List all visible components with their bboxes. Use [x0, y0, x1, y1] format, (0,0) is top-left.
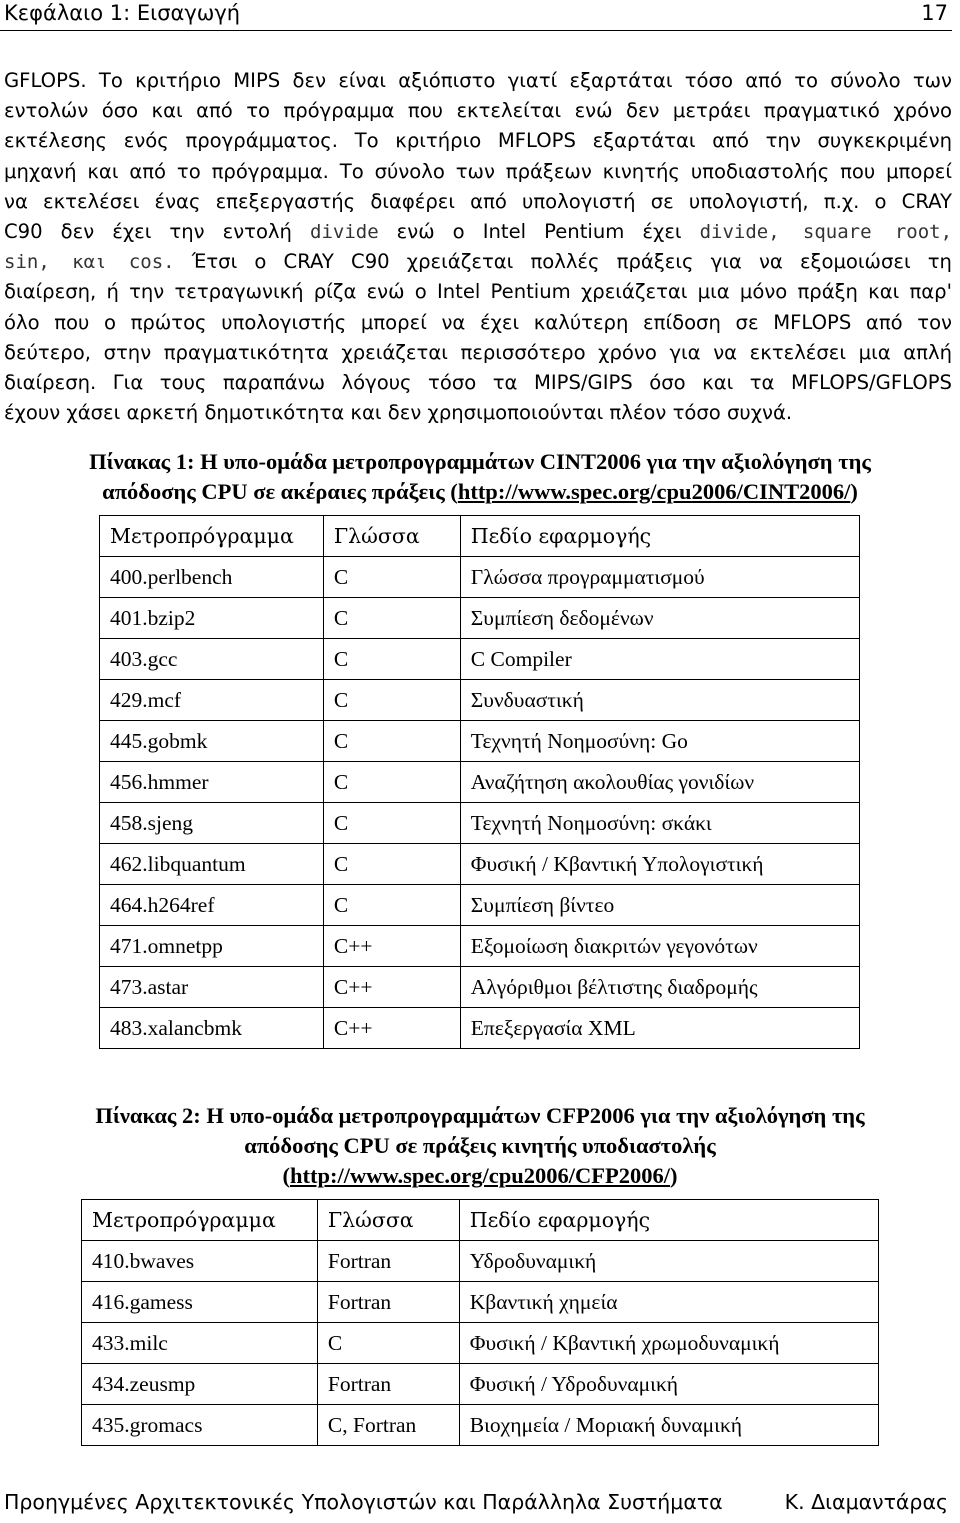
table2-caption-prefix: (	[282, 1163, 290, 1188]
language-cell: C	[317, 1323, 459, 1364]
paragraph-line	[4, 398, 952, 428]
application-field: Συνδυαστική	[460, 680, 859, 721]
page-header	[0, 0, 952, 31]
language-cell: C++	[323, 926, 460, 967]
language-cell: C++	[323, 967, 460, 1008]
benchmark-name: 416.gamess	[82, 1282, 318, 1323]
paragraph-line	[4, 277, 952, 307]
benchmark-name: 462.libquantum	[100, 844, 324, 885]
table2-caption-line3	[0, 1161, 960, 1191]
page-footer	[4, 1490, 952, 1514]
paragraph-text: ενώ ο Intel Pentium έχει	[378, 220, 700, 244]
table1-caption-line1: Πίνακας 1: Η υπο-ομάδα μετροπρογραμμάτων CINT2006 για την αξιολόγηση της	[89, 449, 871, 474]
language-cell: C	[323, 557, 460, 598]
paragraph-line	[4, 126, 952, 156]
language-cell: C++	[323, 1008, 460, 1049]
paragraph-text: έχουν χάσει αρκετή δημοτικότητα και δεν χρησιμοποιούνται πλέον τόσο συχνά.	[4, 401, 793, 425]
paragraph-text: Έτσι ο CRAY C90 χρειάζεται πολλές πράξεις για να εξομοιώσει τη	[174, 250, 952, 274]
table-row	[82, 1323, 879, 1364]
footer-course: Προηγμένες Αρχιτεκτονικές Υπολογιστών και Παράλληλα Συστήματα	[4, 1490, 723, 1514]
benchmark-name: 435.gromacs	[82, 1405, 318, 1446]
paragraph-line	[4, 247, 952, 277]
application-field: Φυσική / Υδροδυναμική	[459, 1364, 878, 1405]
paragraph-line	[4, 66, 952, 96]
body-paragraph	[4, 66, 952, 428]
table2-caption	[0, 1101, 960, 1191]
benchmark-name: 456.hmmer	[100, 762, 324, 803]
benchmark-name: 434.zeusmp	[82, 1364, 318, 1405]
table-row	[100, 557, 860, 598]
paragraph-text: όλο που ο πρώτος υπολογιστής μπορεί να έχει καλύτερη επίδοση σε MFLOPS από τον	[4, 310, 952, 334]
paragraph-text: διαίρεση, ή την τετραγωνική ρίζα ενώ ο Intel Pentium χρειάζεται μια μόνο πράξη και παρ'	[4, 280, 952, 304]
column-header: Γλώσσα	[323, 516, 460, 557]
paragraph-text: C90 δεν έχει την εντολή	[4, 220, 310, 244]
benchmark-name: 401.bzip2	[100, 598, 324, 639]
application-field: Γλώσσα προγραμματισμού	[460, 557, 859, 598]
paragraph-text: να εκτελέσει ένας επεξεργαστής διαφέρει από υπολογιστή σε υπολογιστή, π.χ. ο CRAY	[4, 189, 952, 213]
language-cell: C	[323, 639, 460, 680]
column-header: Πεδίο εφαρμογής	[460, 516, 859, 557]
table2-link[interactable]: http://www.spec.org/cpu2006/CFP2006/	[290, 1163, 670, 1188]
table2-header-row	[82, 1200, 879, 1241]
paragraph-line	[4, 96, 952, 126]
footer-author: Κ. Διαμαντάρας	[784, 1490, 948, 1514]
paragraph-line	[4, 187, 952, 217]
table-row	[100, 598, 860, 639]
application-field: C Compiler	[460, 639, 859, 680]
table2	[81, 1199, 879, 1446]
table2-caption-line1: Πίνακας 2: Η υπο-ομάδα μετροπρογραμμάτων CFP2006 για την αξιολόγηση της	[95, 1103, 865, 1128]
benchmark-name: 458.sjeng	[100, 803, 324, 844]
column-header: Μετροπρόγραμμα	[82, 1200, 318, 1241]
application-field: Συμπίεση δεδομένων	[460, 598, 859, 639]
application-field: Αναζήτηση ακολουθίας γονιδίων	[460, 762, 859, 803]
language-cell: Fortran	[317, 1241, 459, 1282]
code-text: divide	[310, 221, 379, 244]
table1-header-row	[100, 516, 860, 557]
table1	[99, 515, 860, 1049]
table-row	[100, 721, 860, 762]
language-cell: Fortran	[317, 1364, 459, 1405]
language-cell: C	[323, 885, 460, 926]
language-cell: C	[323, 844, 460, 885]
table1-link[interactable]: http://www.spec.org/cpu2006/CINT2006/	[457, 479, 851, 504]
benchmark-name: 400.perlbench	[100, 557, 324, 598]
paragraph-line	[4, 217, 952, 247]
chapter-title: Κεφάλαιο 1: Εισαγωγή	[4, 1, 241, 25]
application-field: Φυσική / Κβαντική Υπολογιστική	[460, 844, 859, 885]
paragraph-line	[4, 368, 952, 398]
table-row	[100, 926, 860, 967]
table-row	[100, 885, 860, 926]
benchmark-name: 464.h264ref	[100, 885, 324, 926]
table-row	[100, 680, 860, 721]
table1-caption	[0, 447, 960, 507]
table-row	[82, 1364, 879, 1405]
language-cell: C	[323, 803, 460, 844]
paragraph-line	[4, 308, 952, 338]
language-cell: Fortran	[317, 1282, 459, 1323]
benchmark-name: 429.mcf	[100, 680, 324, 721]
application-field: Υδροδυναμική	[459, 1241, 878, 1282]
page-number: 17	[921, 1, 948, 25]
column-header: Γλώσσα	[317, 1200, 459, 1241]
paragraph-text: εκτέλεσης ενός προγράμματος. Το κριτήριο MFLOPS εξαρτάται από την συγκεκριμένη	[4, 129, 952, 153]
column-header: Μετροπρόγραμμα	[100, 516, 324, 557]
language-cell: C	[323, 680, 460, 721]
benchmark-name: 471.omnetpp	[100, 926, 324, 967]
benchmark-name: 403.gcc	[100, 639, 324, 680]
paragraph-line	[4, 157, 952, 187]
application-field: Φυσική / Κβαντική χρωμοδυναμική	[459, 1323, 878, 1364]
benchmark-name: 473.astar	[100, 967, 324, 1008]
paragraph-text: εντολών όσο και από το πρόγραμμα που εκτελείται ενώ δεν μετράει πραγματικό χρόνο	[4, 99, 952, 123]
table2-caption-suffix: )	[670, 1163, 678, 1188]
table-row	[100, 967, 860, 1008]
table-row	[100, 762, 860, 803]
application-field: Κβαντική χημεία	[459, 1282, 878, 1323]
language-cell: C, Fortran	[317, 1405, 459, 1446]
paragraph-line	[4, 338, 952, 368]
table1-caption-suffix: )	[850, 479, 858, 504]
table-row	[82, 1241, 879, 1282]
application-field: Βιοχημεία / Μοριακή δυναμική	[459, 1405, 878, 1446]
table-row	[100, 1008, 860, 1049]
application-field: Επεξεργασία XML	[460, 1008, 859, 1049]
code-text: divide, square root,	[699, 221, 953, 244]
table1-caption-prefix: απόδοσης CPU σε ακέραιες πράξεις (	[102, 479, 458, 504]
paragraph-text: μηχανή και από το πρόγραμμα. Το σύνολο των πράξεων κινητής υποδιαστολής που μπορεί	[4, 159, 952, 183]
benchmark-name: 445.gobmk	[100, 721, 324, 762]
benchmark-name: 483.xalancbmk	[100, 1008, 324, 1049]
application-field: Τεχνητή Νοημοσύνη: Go	[460, 721, 859, 762]
table-row	[82, 1282, 879, 1323]
paragraph-text: δεύτερο, στην πραγματικότητα χρειάζεται περισσότερο χρόνο για να εκτελέσει μια απλή	[4, 340, 952, 364]
language-cell: C	[323, 762, 460, 803]
code-text: sin, και cos.	[4, 251, 175, 274]
paragraph-text: GFLOPS. Το κριτήριο MIPS δεν είναι αξιόπιστο γιατί εξαρτάται τόσο από το σύνολο των	[4, 69, 952, 92]
table-row	[100, 639, 860, 680]
application-field: Τεχνητή Νοημοσύνη: σκάκι	[460, 803, 859, 844]
benchmark-name: 410.bwaves	[82, 1241, 318, 1282]
table-row	[100, 803, 860, 844]
table-row	[100, 844, 860, 885]
column-header: Πεδίο εφαρμογής	[459, 1200, 878, 1241]
language-cell: C	[323, 721, 460, 762]
table2-caption-line2: απόδοσης CPU σε πράξεις κινητής υποδιαστολής	[244, 1133, 716, 1158]
application-field: Αλγόριθμοι βέλτιστης διαδρομής	[460, 967, 859, 1008]
language-cell: C	[323, 598, 460, 639]
benchmark-name: 433.milc	[82, 1323, 318, 1364]
table1-caption-line2	[0, 477, 960, 507]
paragraph-text: διαίρεση. Για τους παραπάνω λόγους τόσο τα MIPS/GIPS όσο και τα MFLOPS/GFLOPS	[4, 371, 952, 395]
application-field: Συμπίεση βίντεο	[460, 885, 859, 926]
application-field: Εξομοίωση διακριτών γεγονότων	[460, 926, 859, 967]
table-row	[82, 1405, 879, 1446]
